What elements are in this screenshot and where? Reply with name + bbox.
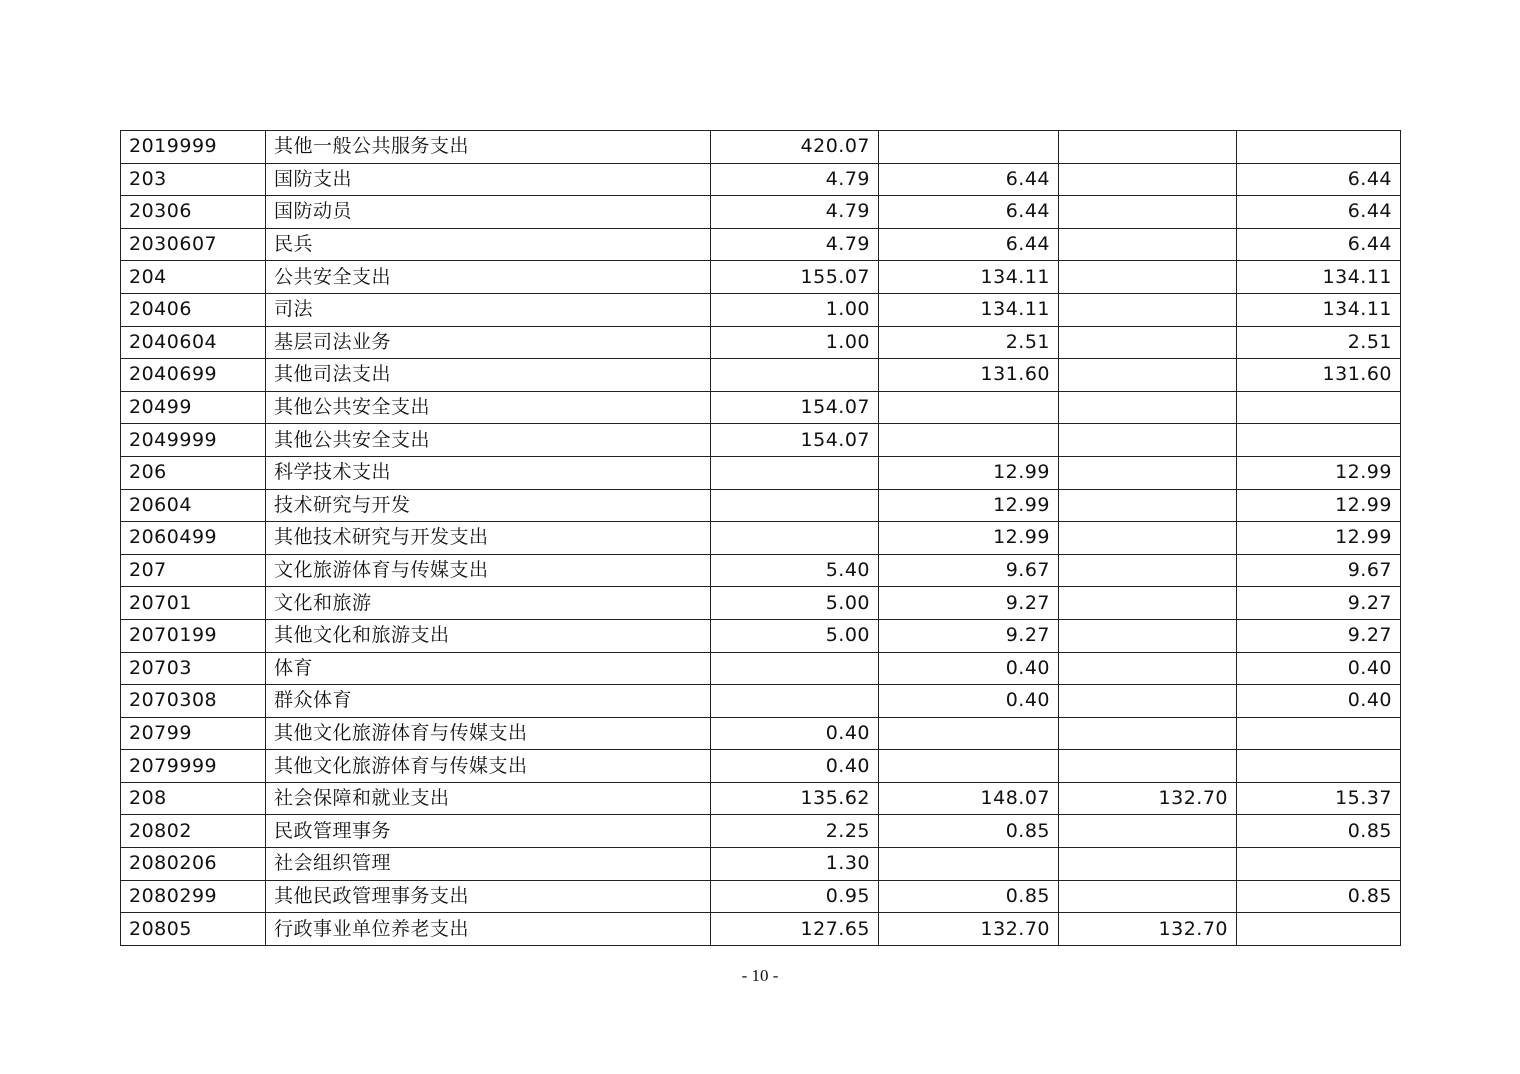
amount-cell-4: 0.85 (1237, 880, 1401, 913)
amount-cell-2: 0.40 (879, 652, 1059, 685)
amount-cell-3 (1059, 717, 1237, 750)
table-row (121, 619, 1401, 652)
amount-cell-3 (1059, 228, 1237, 261)
amount-cell-2: 0.85 (879, 880, 1059, 913)
subject-name-cell: 民政管理事务 (266, 815, 711, 848)
amount-cell-4: 12.99 (1237, 489, 1401, 522)
table-body (121, 131, 1401, 946)
amount-cell-2 (879, 717, 1059, 750)
amount-cell-1: 155.07 (711, 261, 879, 294)
subject-code-cell: 2070199 (121, 619, 266, 652)
subject-code-cell: 2019999 (121, 131, 266, 164)
subject-code-cell: 2049999 (121, 424, 266, 457)
table-row (121, 652, 1401, 685)
amount-cell-4 (1237, 750, 1401, 783)
table-row (121, 261, 1401, 294)
amount-cell-2: 0.85 (879, 815, 1059, 848)
amount-cell-4: 0.40 (1237, 652, 1401, 685)
subject-code-cell: 2070308 (121, 685, 266, 718)
amount-cell-4: 6.44 (1237, 228, 1401, 261)
amount-cell-1: 0.40 (711, 750, 879, 783)
table-row (121, 717, 1401, 750)
amount-cell-1: 154.07 (711, 424, 879, 457)
subject-code-cell: 207 (121, 554, 266, 587)
subject-code-cell: 20701 (121, 587, 266, 620)
amount-cell-2: 6.44 (879, 228, 1059, 261)
amount-cell-2 (879, 848, 1059, 881)
amount-cell-2: 12.99 (879, 522, 1059, 555)
amount-cell-1: 2.25 (711, 815, 879, 848)
subject-code-cell: 206 (121, 456, 266, 489)
amount-cell-4: 9.67 (1237, 554, 1401, 587)
subject-name-cell: 科学技术支出 (266, 456, 711, 489)
subject-code-cell: 208 (121, 782, 266, 815)
amount-cell-2 (879, 750, 1059, 783)
table-row (121, 326, 1401, 359)
amount-cell-3: 132.70 (1059, 913, 1237, 946)
subject-code-cell: 20802 (121, 815, 266, 848)
subject-code-cell: 203 (121, 163, 266, 196)
subject-name-cell: 民兵 (266, 228, 711, 261)
amount-cell-3 (1059, 359, 1237, 392)
amount-cell-3 (1059, 456, 1237, 489)
subject-name-cell: 其他技术研究与开发支出 (266, 522, 711, 555)
table-row (121, 782, 1401, 815)
amount-cell-3 (1059, 848, 1237, 881)
table-row (121, 587, 1401, 620)
amount-cell-1: 135.62 (711, 782, 879, 815)
amount-cell-4 (1237, 424, 1401, 457)
amount-cell-4: 12.99 (1237, 522, 1401, 555)
amount-cell-1 (711, 456, 879, 489)
amount-cell-2: 148.07 (879, 782, 1059, 815)
table-row (121, 554, 1401, 587)
subject-name-cell: 社会保障和就业支出 (266, 782, 711, 815)
table-row (121, 685, 1401, 718)
subject-name-cell: 基层司法业务 (266, 326, 711, 359)
amount-cell-3 (1059, 131, 1237, 164)
amount-cell-1: 1.00 (711, 293, 879, 326)
amount-cell-3 (1059, 587, 1237, 620)
amount-cell-1: 5.40 (711, 554, 879, 587)
table-row (121, 131, 1401, 164)
amount-cell-1: 1.00 (711, 326, 879, 359)
table-row (121, 293, 1401, 326)
amount-cell-2: 131.60 (879, 359, 1059, 392)
amount-cell-1: 420.07 (711, 131, 879, 164)
amount-cell-3 (1059, 489, 1237, 522)
subject-code-cell: 2040604 (121, 326, 266, 359)
amount-cell-3 (1059, 619, 1237, 652)
subject-name-cell: 公共安全支出 (266, 261, 711, 294)
amount-cell-1: 154.07 (711, 391, 879, 424)
amount-cell-4: 0.85 (1237, 815, 1401, 848)
amount-cell-2: 9.27 (879, 587, 1059, 620)
subject-name-cell: 其他一般公共服务支出 (266, 131, 711, 164)
amount-cell-2 (879, 424, 1059, 457)
amount-cell-4: 15.37 (1237, 782, 1401, 815)
amount-cell-3 (1059, 652, 1237, 685)
subject-name-cell: 其他文化旅游体育与传媒支出 (266, 750, 711, 783)
amount-cell-2: 132.70 (879, 913, 1059, 946)
amount-cell-2: 6.44 (879, 196, 1059, 229)
amount-cell-3 (1059, 522, 1237, 555)
amount-cell-1: 0.40 (711, 717, 879, 750)
subject-code-cell: 2080206 (121, 848, 266, 881)
amount-cell-1 (711, 652, 879, 685)
amount-cell-4: 131.60 (1237, 359, 1401, 392)
amount-cell-4 (1237, 913, 1401, 946)
amount-cell-2 (879, 391, 1059, 424)
subject-code-cell: 20703 (121, 652, 266, 685)
subject-name-cell: 群众体育 (266, 685, 711, 718)
table-row (121, 359, 1401, 392)
table-row (121, 815, 1401, 848)
subject-name-cell: 技术研究与开发 (266, 489, 711, 522)
amount-cell-3 (1059, 293, 1237, 326)
subject-name-cell: 国防支出 (266, 163, 711, 196)
table-row (121, 848, 1401, 881)
amount-cell-1: 1.30 (711, 848, 879, 881)
table-row (121, 391, 1401, 424)
table-row (121, 196, 1401, 229)
subject-name-cell: 文化和旅游 (266, 587, 711, 620)
subject-code-cell: 20306 (121, 196, 266, 229)
amount-cell-2: 9.67 (879, 554, 1059, 587)
amount-cell-1: 5.00 (711, 619, 879, 652)
subject-code-cell: 2040699 (121, 359, 266, 392)
amount-cell-4 (1237, 717, 1401, 750)
amount-cell-4: 134.11 (1237, 293, 1401, 326)
amount-cell-3 (1059, 880, 1237, 913)
amount-cell-3 (1059, 815, 1237, 848)
subject-name-cell: 其他司法支出 (266, 359, 711, 392)
amount-cell-3: 132.70 (1059, 782, 1237, 815)
amount-cell-2: 6.44 (879, 163, 1059, 196)
amount-cell-3 (1059, 261, 1237, 294)
amount-cell-1: 0.95 (711, 880, 879, 913)
amount-cell-4 (1237, 391, 1401, 424)
amount-cell-3 (1059, 163, 1237, 196)
subject-code-cell: 2060499 (121, 522, 266, 555)
amount-cell-1: 4.79 (711, 196, 879, 229)
amount-cell-3 (1059, 750, 1237, 783)
amount-cell-4: 134.11 (1237, 261, 1401, 294)
amount-cell-2: 0.40 (879, 685, 1059, 718)
amount-cell-3 (1059, 326, 1237, 359)
subject-name-cell: 其他公共安全支出 (266, 391, 711, 424)
table-row (121, 163, 1401, 196)
amount-cell-4: 9.27 (1237, 619, 1401, 652)
table-row (121, 424, 1401, 457)
subject-code-cell: 20499 (121, 391, 266, 424)
subject-name-cell: 其他文化旅游体育与传媒支出 (266, 717, 711, 750)
subject-name-cell: 其他公共安全支出 (266, 424, 711, 457)
amount-cell-2: 12.99 (879, 456, 1059, 489)
amount-cell-4: 2.51 (1237, 326, 1401, 359)
subject-name-cell: 体育 (266, 652, 711, 685)
amount-cell-2: 134.11 (879, 293, 1059, 326)
amount-cell-4: 6.44 (1237, 196, 1401, 229)
amount-cell-1 (711, 489, 879, 522)
amount-cell-3 (1059, 391, 1237, 424)
amount-cell-2: 9.27 (879, 619, 1059, 652)
subject-name-cell: 文化旅游体育与传媒支出 (266, 554, 711, 587)
subject-code-cell: 2079999 (121, 750, 266, 783)
amount-cell-3 (1059, 424, 1237, 457)
subject-code-cell: 20799 (121, 717, 266, 750)
table-row (121, 489, 1401, 522)
subject-name-cell: 其他文化和旅游支出 (266, 619, 711, 652)
table-row (121, 750, 1401, 783)
table-row (121, 228, 1401, 261)
subject-code-cell: 20406 (121, 293, 266, 326)
amount-cell-1: 4.79 (711, 163, 879, 196)
subject-name-cell: 司法 (266, 293, 711, 326)
amount-cell-3 (1059, 685, 1237, 718)
subject-name-cell: 其他民政管理事务支出 (266, 880, 711, 913)
subject-name-cell: 社会组织管理 (266, 848, 711, 881)
table-row (121, 913, 1401, 946)
amount-cell-1 (711, 522, 879, 555)
subject-code-cell: 20604 (121, 489, 266, 522)
amount-cell-1: 5.00 (711, 587, 879, 620)
amount-cell-2 (879, 131, 1059, 164)
amount-cell-4: 6.44 (1237, 163, 1401, 196)
amount-cell-4 (1237, 848, 1401, 881)
amount-cell-1 (711, 685, 879, 718)
amount-cell-1: 127.65 (711, 913, 879, 946)
budget-table (120, 130, 1401, 946)
page-number: - 10 - (741, 966, 779, 985)
amount-cell-1 (711, 359, 879, 392)
amount-cell-2: 2.51 (879, 326, 1059, 359)
subject-name-cell: 国防动员 (266, 196, 711, 229)
amount-cell-4 (1237, 131, 1401, 164)
subject-code-cell: 2080299 (121, 880, 266, 913)
subject-name-cell: 行政事业单位养老支出 (266, 913, 711, 946)
amount-cell-1: 4.79 (711, 228, 879, 261)
subject-code-cell: 2030607 (121, 228, 266, 261)
amount-cell-3 (1059, 196, 1237, 229)
subject-code-cell: 20805 (121, 913, 266, 946)
amount-cell-4: 0.40 (1237, 685, 1401, 718)
amount-cell-4: 9.27 (1237, 587, 1401, 620)
subject-code-cell: 204 (121, 261, 266, 294)
table-row (121, 456, 1401, 489)
amount-cell-3 (1059, 554, 1237, 587)
amount-cell-2: 134.11 (879, 261, 1059, 294)
table-row (121, 522, 1401, 555)
table-row (121, 880, 1401, 913)
amount-cell-2: 12.99 (879, 489, 1059, 522)
amount-cell-4: 12.99 (1237, 456, 1401, 489)
